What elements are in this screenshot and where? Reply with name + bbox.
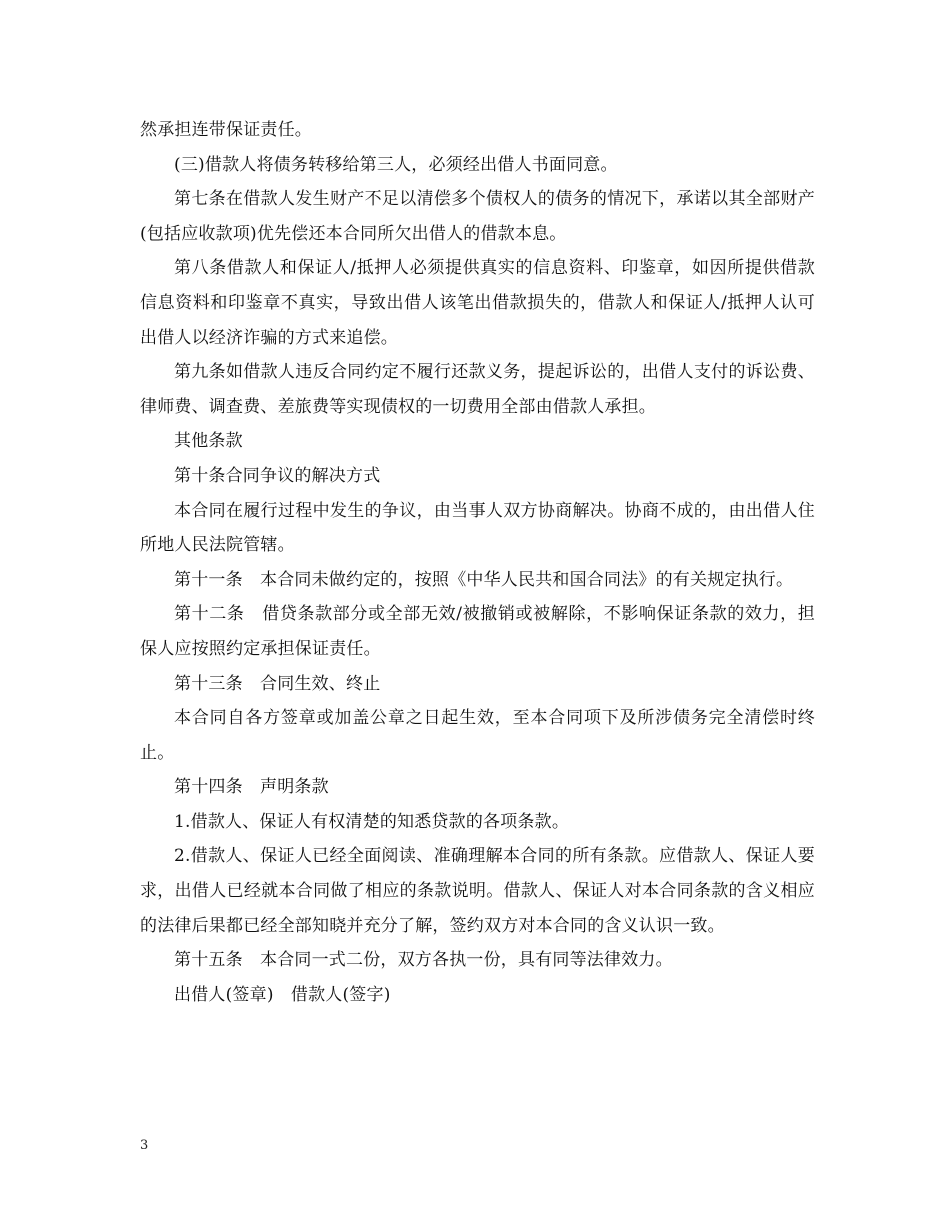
page-number: 3	[140, 1138, 149, 1153]
document-body	[140, 113, 815, 1012]
paragraph-article-12: 第十二条 借贷条款部分或全部无效/被撤销或被解除，不影响保证条款的效力，担保人应按照约定承担保证责任。	[140, 604, 815, 659]
paragraph-debt-transfer: (三)借款人将债务转移给第三人，必须经出借人书面同意。	[174, 154, 618, 175]
paragraph-declaration-1: 1.借款人、保证人有权清楚的知悉贷款的各项条款。	[174, 811, 570, 832]
heading-article-14: 第十四条 声明条款	[174, 777, 329, 798]
paragraph-article-7: 第七条在借款人发生财产不足以清偿多个债权人的债务的情况下，承诺以其全部财产(包括应收款项)优先偿还本合同所欠出借人的借款本息。	[140, 189, 815, 244]
paragraph-article-8: 第八条借款人和保证人/抵押人必须提供真实的信息资料、印鉴章，如因所提供借款信息资料和印鉴章不真实，导致出借人该笔出借款损失的，借款人和保证人/抵押人认可出借人以经济诈骗的方式来追偿。	[140, 258, 815, 348]
heading-other-terms: 其他条款	[174, 431, 243, 452]
signature-line: 出借人(签章) 借款人(签字)	[174, 984, 391, 1005]
paragraph-article-11: 第十一条 本合同未做约定的，按照《中华人民共和国合同法》的有关规定执行。	[174, 569, 794, 590]
heading-article-10: 第十条合同争议的解决方式	[174, 465, 381, 486]
paragraph-article-15: 第十五条 本合同一式二份，双方各执一份，具有同等法律效力。	[174, 950, 673, 971]
heading-article-13: 第十三条 合同生效、终止	[174, 673, 381, 694]
paragraph-declaration-2: 2.借款人、保证人已经全面阅读、准确理解本合同的所有条款。应借款人、保证人要求，出借人已经就本合同做了相应的条款说明。借款人、保证人对本合同条款的含义相应的法律后果都已经全部知晓并充分了解，签约双方对本合同的含义认识一致。	[140, 846, 815, 936]
paragraph-continued-guarantee: 然承担连带保证责任。	[140, 120, 312, 140]
paragraph-effectiveness: 本合同自各方签章或加盖公章之日起生效，至本合同项下及所涉债务完全清偿时终止。	[140, 708, 815, 763]
paragraph-article-9: 第九条如借款人违反合同约定不履行还款义务，提起诉讼的，出借人支付的诉讼费、律师费、调查费、差旅费等实现债权的一切费用全部由借款人承担。	[140, 362, 815, 417]
paragraph-dispute-resolution: 本合同在履行过程中发生的争议，由当事人双方协商解决。协商不成的，由出借人住所地人民法院管辖。	[140, 500, 815, 556]
